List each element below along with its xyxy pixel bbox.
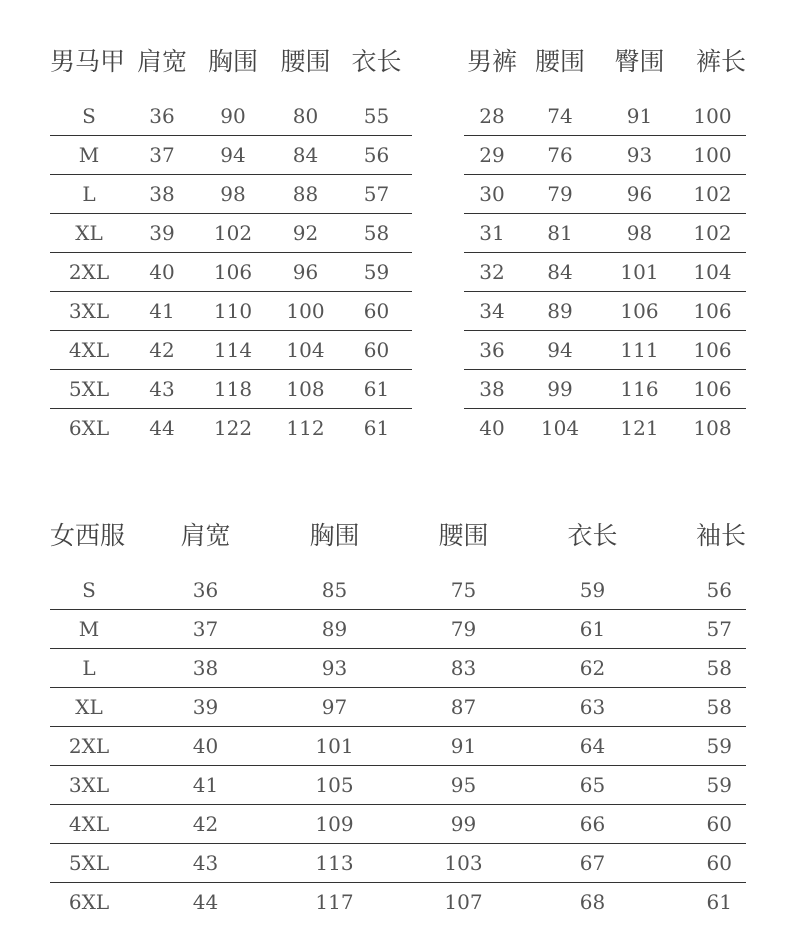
table-row xyxy=(50,766,746,805)
value-cell: 60 xyxy=(644,805,746,844)
value-cell: 116 xyxy=(600,370,679,409)
value-cell: 44 xyxy=(128,883,283,922)
table-row xyxy=(50,844,746,883)
value-cell: 97 xyxy=(283,688,386,727)
table-row xyxy=(50,331,412,370)
table-row xyxy=(50,688,746,727)
table-row xyxy=(464,136,746,175)
value-cell: 87 xyxy=(386,688,541,727)
value-cell: 40 xyxy=(128,727,283,766)
value-cell: 85 xyxy=(321,578,348,602)
value-cell: 60 xyxy=(341,331,412,370)
value-cell: 56 xyxy=(706,578,732,602)
value-cell: 89 xyxy=(283,610,386,649)
header-cell: 腰围 xyxy=(438,521,489,550)
value-cell: 59 xyxy=(644,766,746,805)
value-cell: 100 xyxy=(693,104,732,128)
value-cell: 99 xyxy=(520,370,600,409)
table-header-row xyxy=(464,47,746,77)
size-cell: 4XL xyxy=(50,331,128,370)
size-cell: 4XL xyxy=(50,805,128,844)
value-cell: 101 xyxy=(600,253,679,292)
table-row xyxy=(50,883,746,922)
value-cell: 108 xyxy=(679,409,746,448)
value-cell: 43 xyxy=(128,844,283,883)
header-cell: 男裤 xyxy=(466,47,517,76)
table-row xyxy=(50,571,746,610)
value-cell: 36 xyxy=(149,104,175,128)
value-cell: 31 xyxy=(464,214,520,253)
value-cell: 112 xyxy=(270,409,341,448)
value-cell: 106 xyxy=(196,253,270,292)
value-cell: 117 xyxy=(283,883,386,922)
value-cell: 88 xyxy=(270,175,341,214)
size-cell: M xyxy=(50,136,128,175)
value-cell: 96 xyxy=(600,175,679,214)
value-cell: 81 xyxy=(520,214,600,253)
value-cell: 59 xyxy=(579,578,606,602)
header-cell: 臀围 xyxy=(614,47,665,76)
header-cell: 衣长 xyxy=(567,521,618,550)
size-cell: 5XL xyxy=(50,844,128,883)
header-cell: 男马甲 xyxy=(50,47,126,76)
value-cell: 74 xyxy=(547,104,573,128)
value-cell: 121 xyxy=(600,409,679,448)
value-cell: 89 xyxy=(520,292,600,331)
value-cell: 38 xyxy=(464,370,520,409)
header-cell: 肩宽 xyxy=(180,521,231,550)
value-cell: 28 xyxy=(479,104,505,128)
header-cell: 女西服 xyxy=(50,521,126,550)
value-cell: 39 xyxy=(128,688,283,727)
table-row xyxy=(464,97,746,136)
value-cell: 109 xyxy=(283,805,386,844)
value-cell: 42 xyxy=(128,805,283,844)
table-row xyxy=(50,727,746,766)
table-row xyxy=(50,409,412,448)
value-cell: 39 xyxy=(128,214,196,253)
value-cell: 79 xyxy=(386,610,541,649)
value-cell: 100 xyxy=(270,292,341,331)
value-cell: 108 xyxy=(270,370,341,409)
value-cell: 65 xyxy=(541,766,644,805)
value-cell: 36 xyxy=(464,331,520,370)
header-cell: 胸围 xyxy=(207,47,258,76)
size-cell: 6XL xyxy=(50,409,128,448)
value-cell: 44 xyxy=(128,409,196,448)
value-cell: 55 xyxy=(363,104,390,128)
value-cell: 113 xyxy=(283,844,386,883)
value-cell: 101 xyxy=(283,727,386,766)
value-cell: 61 xyxy=(541,610,644,649)
header-cell: 袖长 xyxy=(695,521,746,550)
value-cell: 41 xyxy=(128,766,283,805)
size-cell: M xyxy=(50,610,128,649)
table-row xyxy=(50,370,412,409)
header-cell: 衣长 xyxy=(351,47,402,76)
header-cell: 肩宽 xyxy=(136,47,187,76)
value-cell: 91 xyxy=(386,727,541,766)
value-cell: 59 xyxy=(644,727,746,766)
value-cell: 118 xyxy=(196,370,270,409)
table-header-row xyxy=(50,47,412,77)
value-cell: 40 xyxy=(128,253,196,292)
value-cell: 91 xyxy=(626,104,653,128)
value-cell: 102 xyxy=(196,214,270,253)
value-cell: 61 xyxy=(341,370,412,409)
table-row xyxy=(50,292,412,331)
value-cell: 38 xyxy=(128,175,196,214)
value-cell: 107 xyxy=(386,883,541,922)
value-cell: 84 xyxy=(520,253,600,292)
table-row xyxy=(464,292,746,331)
size-cell: S xyxy=(82,578,96,602)
value-cell: 37 xyxy=(128,136,196,175)
header-cell: 胸围 xyxy=(309,521,360,550)
value-cell: 58 xyxy=(644,688,746,727)
value-cell: 96 xyxy=(270,253,341,292)
value-cell: 42 xyxy=(128,331,196,370)
table-row xyxy=(464,409,746,448)
value-cell: 106 xyxy=(679,331,746,370)
value-cell: 38 xyxy=(128,649,283,688)
value-cell: 111 xyxy=(600,331,679,370)
value-cell: 83 xyxy=(386,649,541,688)
value-cell: 43 xyxy=(128,370,196,409)
value-cell: 93 xyxy=(600,136,679,175)
value-cell: 106 xyxy=(600,292,679,331)
table-row xyxy=(50,649,746,688)
value-cell: 36 xyxy=(192,578,219,602)
value-cell: 57 xyxy=(341,175,412,214)
value-cell: 40 xyxy=(464,409,520,448)
value-cell: 79 xyxy=(520,175,600,214)
value-cell: 67 xyxy=(541,844,644,883)
size-cell: 5XL xyxy=(50,370,128,409)
value-cell: 102 xyxy=(679,175,746,214)
table-row xyxy=(464,331,746,370)
value-cell: 29 xyxy=(464,136,520,175)
table-row xyxy=(50,136,412,175)
value-cell: 64 xyxy=(541,727,644,766)
size-cell: 3XL xyxy=(50,292,128,331)
value-cell: 98 xyxy=(196,175,270,214)
value-cell: 103 xyxy=(386,844,541,883)
value-cell: 76 xyxy=(520,136,600,175)
size-cell: L xyxy=(50,649,128,688)
value-cell: 104 xyxy=(520,409,600,448)
value-cell: 95 xyxy=(386,766,541,805)
value-cell: 102 xyxy=(679,214,746,253)
value-cell: 98 xyxy=(600,214,679,253)
value-cell: 59 xyxy=(341,253,412,292)
value-cell: 104 xyxy=(270,331,341,370)
table-row xyxy=(464,214,746,253)
value-cell: 58 xyxy=(341,214,412,253)
value-cell: 100 xyxy=(679,136,746,175)
table-row xyxy=(50,253,412,292)
value-cell: 114 xyxy=(196,331,270,370)
value-cell: 93 xyxy=(283,649,386,688)
table-row xyxy=(464,370,746,409)
table-row xyxy=(50,175,412,214)
value-cell: 80 xyxy=(292,104,319,128)
size-cell: XL xyxy=(50,688,128,727)
value-cell: 62 xyxy=(541,649,644,688)
value-cell: 34 xyxy=(464,292,520,331)
table-row xyxy=(50,214,412,253)
table-row xyxy=(50,805,746,844)
value-cell: 94 xyxy=(196,136,270,175)
value-cell: 92 xyxy=(270,214,341,253)
table-header-row xyxy=(50,521,746,551)
size-cell: 2XL xyxy=(50,727,128,766)
pants-size-table xyxy=(464,47,746,447)
size-cell: L xyxy=(50,175,128,214)
value-cell: 94 xyxy=(520,331,600,370)
table-row xyxy=(50,97,412,136)
size-cell: 2XL xyxy=(50,253,128,292)
value-cell: 122 xyxy=(196,409,270,448)
table-row xyxy=(464,253,746,292)
value-cell: 57 xyxy=(644,610,746,649)
value-cell: 30 xyxy=(464,175,520,214)
size-cell: 6XL xyxy=(50,883,128,922)
header-cell: 腰围 xyxy=(534,47,585,76)
value-cell: 106 xyxy=(679,370,746,409)
suit-size-table xyxy=(50,521,746,921)
value-cell: 63 xyxy=(541,688,644,727)
value-cell: 61 xyxy=(644,883,746,922)
value-cell: 75 xyxy=(450,578,477,602)
table-row xyxy=(464,175,746,214)
value-cell: 61 xyxy=(341,409,412,448)
value-cell: 110 xyxy=(196,292,270,331)
size-cell: S xyxy=(82,104,96,128)
value-cell: 58 xyxy=(644,649,746,688)
size-cell: XL xyxy=(50,214,128,253)
value-cell: 99 xyxy=(386,805,541,844)
value-cell: 56 xyxy=(341,136,412,175)
value-cell: 66 xyxy=(541,805,644,844)
value-cell: 32 xyxy=(464,253,520,292)
value-cell: 60 xyxy=(644,844,746,883)
value-cell: 60 xyxy=(341,292,412,331)
size-cell: 3XL xyxy=(50,766,128,805)
value-cell: 41 xyxy=(128,292,196,331)
value-cell: 84 xyxy=(270,136,341,175)
value-cell: 37 xyxy=(128,610,283,649)
value-cell: 106 xyxy=(679,292,746,331)
value-cell: 105 xyxy=(283,766,386,805)
header-cell: 裤长 xyxy=(695,47,746,76)
value-cell: 104 xyxy=(679,253,746,292)
header-cell: 腰围 xyxy=(280,47,331,76)
value-cell: 90 xyxy=(220,104,246,128)
value-cell: 68 xyxy=(541,883,644,922)
table-row xyxy=(50,610,746,649)
vest-size-table xyxy=(50,47,412,447)
